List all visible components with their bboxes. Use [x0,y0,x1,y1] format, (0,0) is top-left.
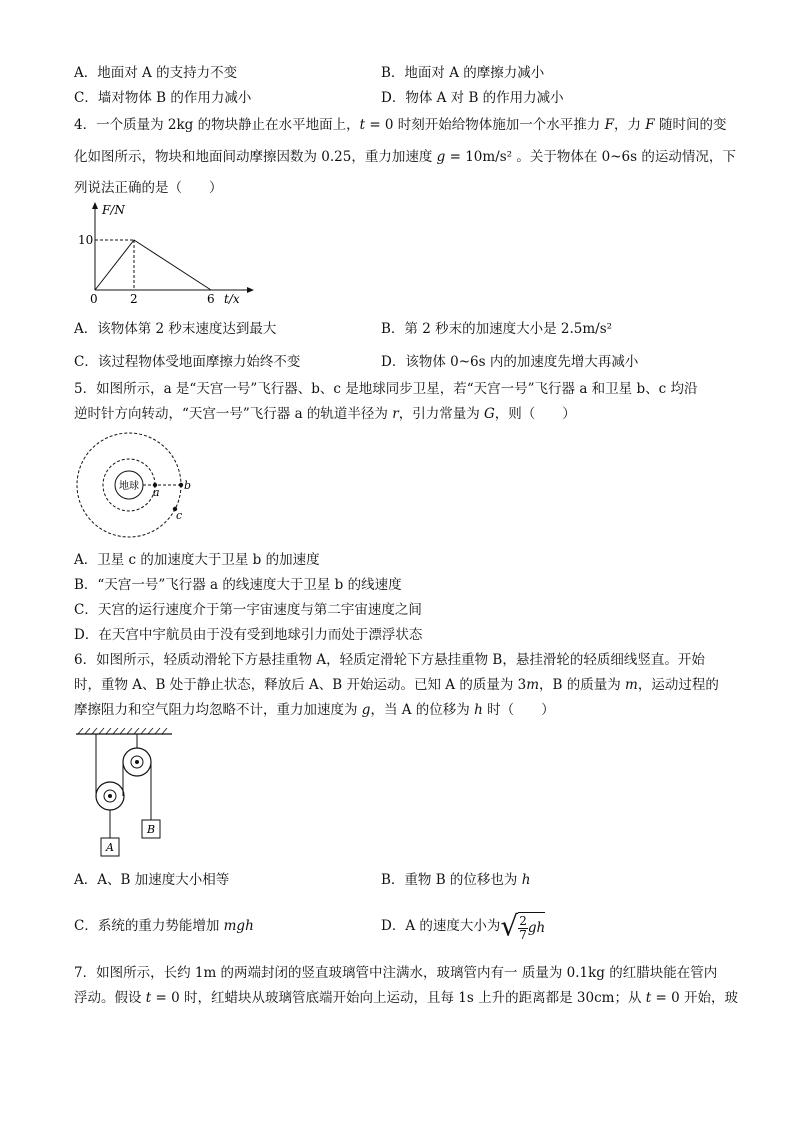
q5-orbit-figure [74,428,194,544]
q5-satellite-b [179,483,183,487]
q3-option-d: D．物体 A 对 B 的作用力减小 [381,90,564,106]
q6-stem-line2: 时，重物 A、B 处于静止状态，释放后 A、B 开始运动。已知 A 的质量为 3m，B 的质量为 m，运动过程的 [74,677,719,693]
q6-fraction: $\frac{2}{7}$ [519,913,527,942]
q6-label-a: A [106,841,114,854]
q6-option-a: A．A、B 加速度大小相等 [74,872,230,888]
q6-sqrt-sign: √ [500,909,519,943]
q5-option-c: C．天宫的运行速度介于第一宇宙速度与第二宇宙速度之间 [74,602,422,618]
q3-option-a: A．地面对 A 的支持力不变 [74,65,238,81]
q5-stem-line1: 5．如图所示，a 是“天宫一号”飞行器、b、c 是地球同步卫星，若“天宫一号”飞行器 a 和卫星 b、c 均沿 [74,381,698,397]
q4-x-tick-6: 6 [207,292,215,306]
q6-stem-line1: 6．如图所示，轻质动滑轮下方悬挂重物 A，轻质定滑轮下方悬挂重物 B，悬挂滑轮的轻质细线竖直。开始 [74,652,705,668]
q5-option-a: A．卫星 c 的加速度大于卫星 b 的加速度 [74,552,320,568]
q4-stem-line3: 列说法正确的是（ ） [74,180,223,196]
q4-option-a: A．该物体第 2 秒末速度达到最大 [74,321,277,337]
q3-option-c: C．墙对物体 B 的作用力减小 [74,90,252,106]
q5-label-a: a [153,486,160,499]
q6-pulley-figure [74,726,174,862]
q6-option-b: B．重物 B 的位移也为 h [381,872,531,888]
q4-option-b: B．第 2 秒末的加速度大小是 2.5m/s² [381,321,613,337]
q4-y-axis-arrow [92,202,98,209]
q4-x-tick-0: 0 [90,292,98,306]
q5-earth-label: 地球 [119,481,139,492]
q6-option-d: D．A 的速度大小为√ $\frac{2}{7}$ gh [381,909,546,943]
q4-x-axis-arrow [247,287,254,293]
q5-stem-line2: 逆时针方向转动，“天宫一号”飞行器 a 的轨道半径为 r，引力常量为 G，则（ ） [74,406,576,422]
q6-stem-line3: 摩擦阻力和空气阻力均忽略不计，重力加速度为 g，当 A 的位移为 h 时（ ） [74,702,555,718]
q6-label-b: B [146,823,156,836]
q4-x-label: t/x [224,292,240,306]
q6-movable-pulley-axle [108,794,112,798]
q4-option-d: D．该物体 0~6s 内的加速度先增大再减小 [381,354,639,370]
q4-stem-line1: 4．一个质量为 2kg 的物块静止在水平地面上，t = 0 时刻开始给物体施加一个水平推力 F，力 F 随时间的变 [74,117,727,133]
q4-option-c: C．该过程物体受地面摩擦力始终不变 [74,354,301,370]
q7-stem-line2: 浮动。假设 t = 0 时，红蜡块从玻璃管底端开始向上运动，且每 1s 上升的距离都是 30cm；从 t = 0 开始，玻 [74,990,738,1006]
q6-option-c: C．系统的重力势能增加 mgh [74,918,254,934]
q4-stem-line2: 化如图所示，物块和地面间动摩擦因数为 0.25，重力加速度 g = 10m/s² 。关于物体在 0~6s 的运动情况，下 [74,149,736,165]
q5-label-b: b [184,479,192,492]
q5-label-c: c [176,509,183,522]
q4-x-tick-2: 2 [130,292,138,306]
q4-force-line [95,240,211,290]
q7-stem-line1: 7．如图所示，长约 1m 的两端封闭的竖直玻璃管中注满水，玻璃管内有一 质量为 0.1kg 的红腊块能在管内 [74,965,718,981]
q5-option-d: D．在天宫中宇航员由于没有受到地球引力而处于漂浮状态 [74,627,423,643]
q4-y-tick-10: 10 [78,233,94,247]
q6-fixed-pulley-axle [135,760,139,764]
q4-force-time-graph [78,200,258,310]
q5-option-b: B．“天宫一号”飞行器 a 的线速度大于卫星 b 的线速度 [74,577,402,593]
q3-option-b: B．地面对 A 的摩擦力减小 [381,65,545,81]
q4-y-label: F/N [102,203,125,217]
q6-ceiling-hatch [78,728,167,734]
